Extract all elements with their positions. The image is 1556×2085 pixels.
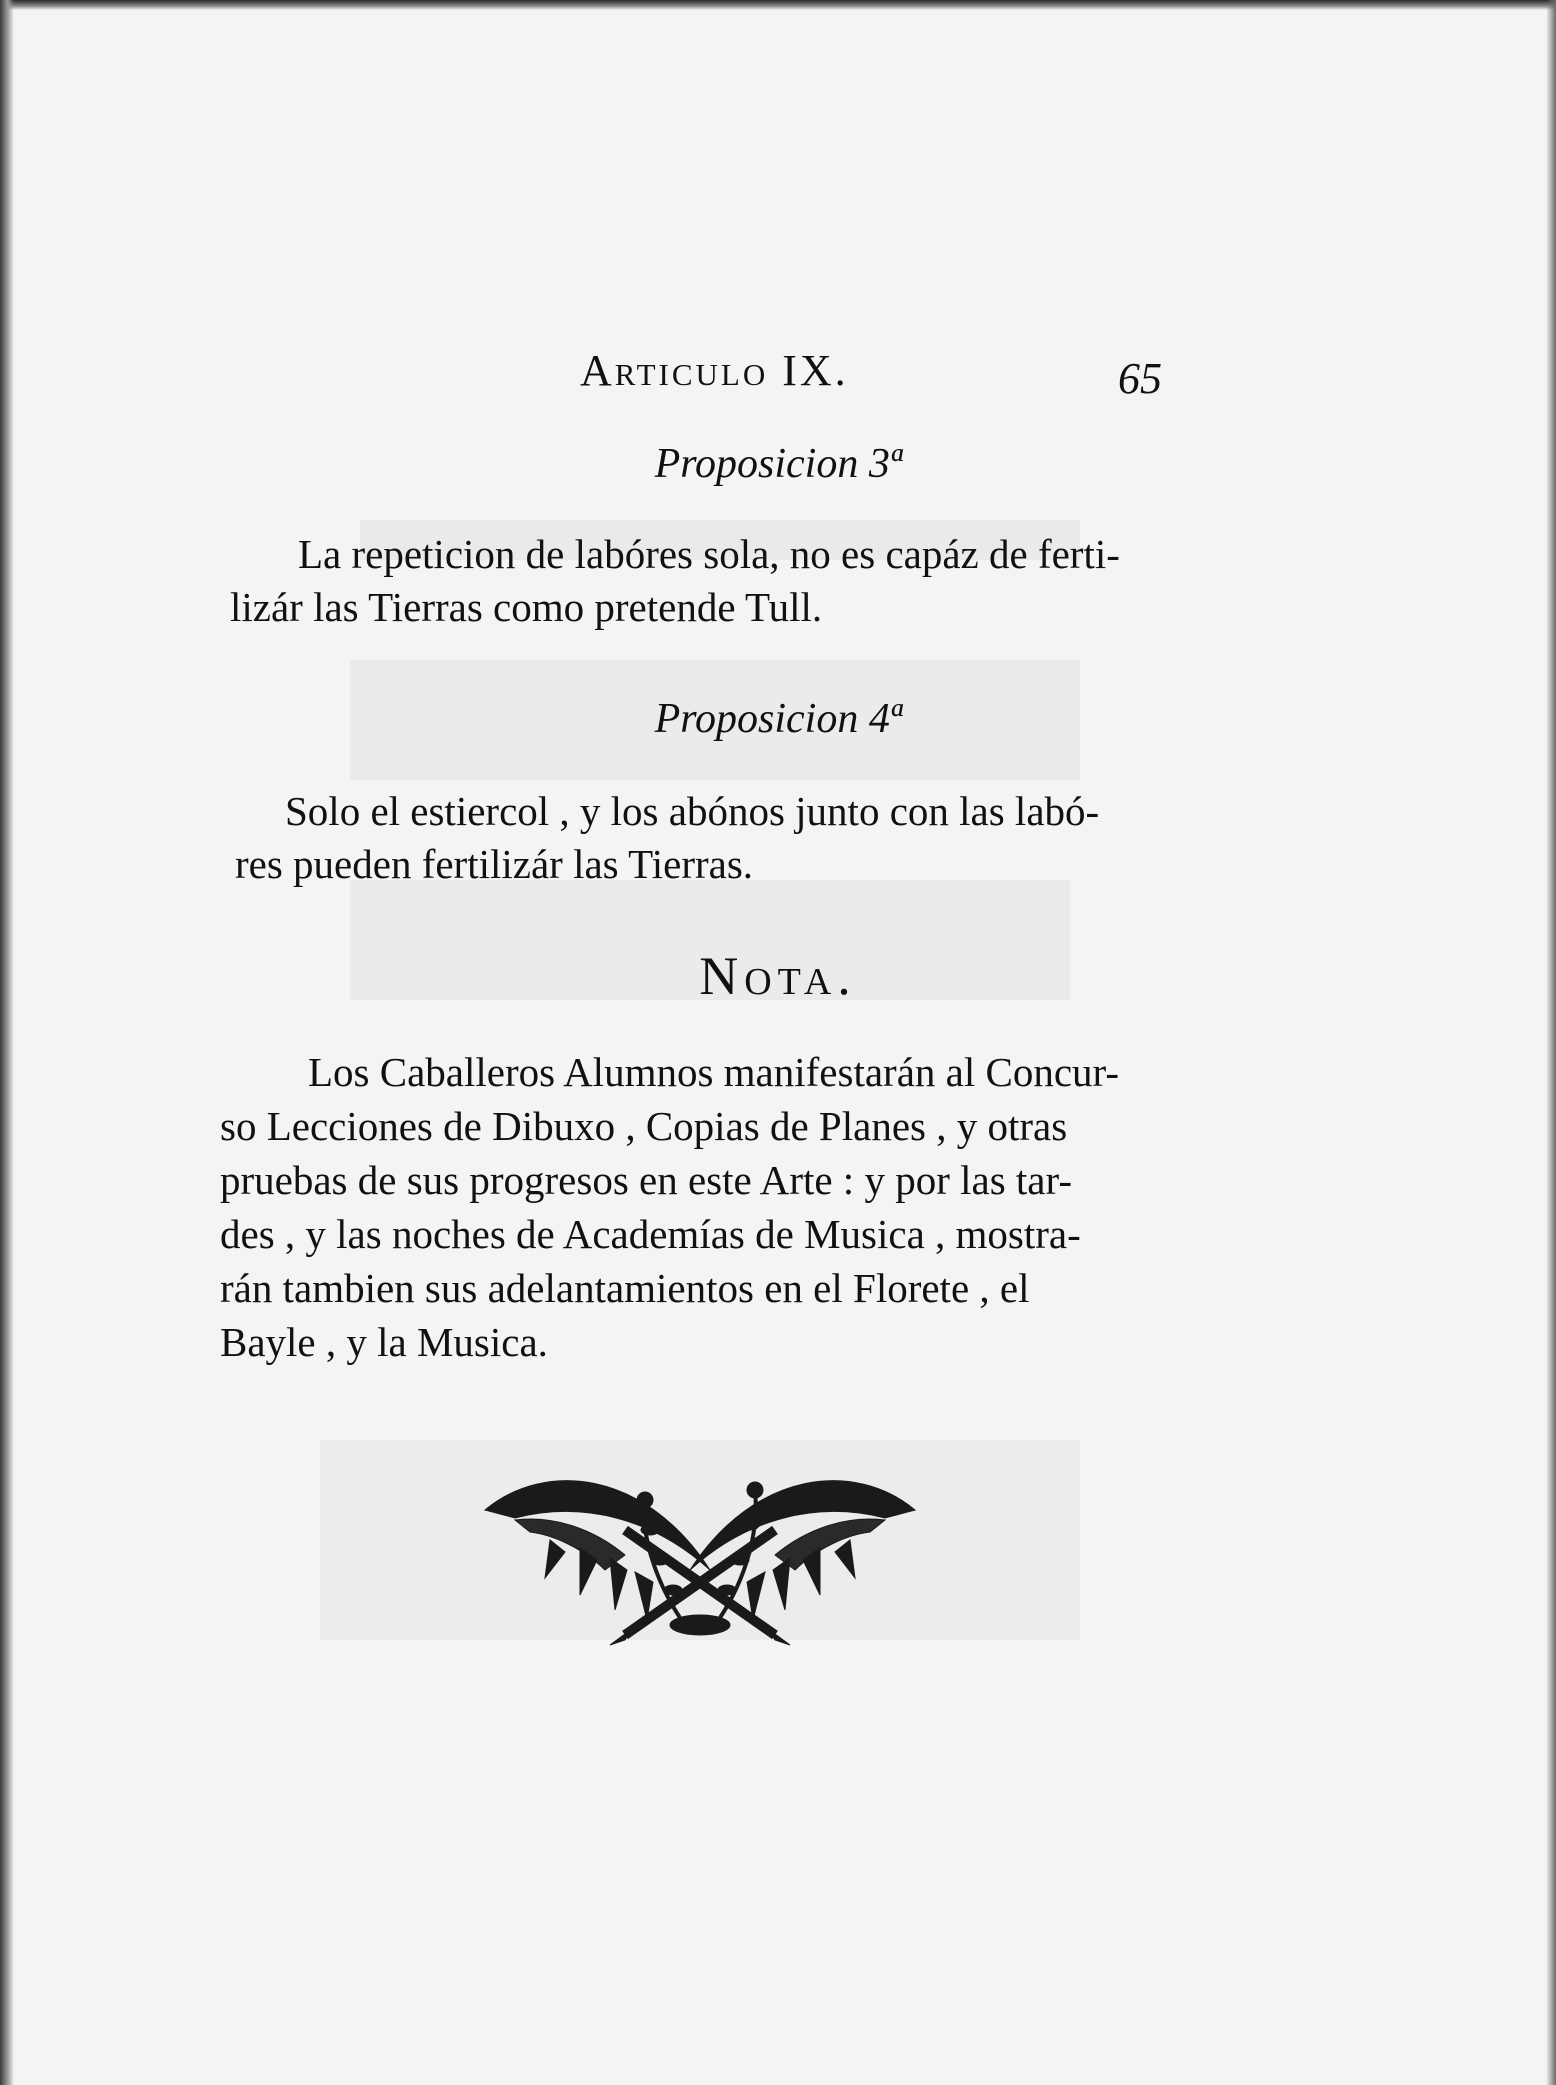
page-header bbox=[0, 345, 1556, 405]
text-line: lizár las Tierras como pretende Tull. bbox=[230, 584, 823, 630]
text-line: des , y las noches de Academías de Musica , mostra- bbox=[220, 1211, 1081, 1257]
crossed-palm-branches-ornament-icon bbox=[475, 1460, 925, 1650]
proposition-4-text bbox=[235, 785, 1205, 891]
page-edge-right bbox=[1546, 0, 1556, 2085]
running-head: Articulo IX. bbox=[580, 346, 849, 395]
text-line: Los Caballeros Alumnos manifestarán al Concur- bbox=[308, 1049, 1120, 1095]
text-line: pruebas de sus progresos en este Arte : y por las tar- bbox=[220, 1157, 1072, 1203]
note-text bbox=[220, 1045, 1190, 1369]
proposition-3-text bbox=[230, 528, 1205, 634]
proposition-4-heading: Proposicion 4ª bbox=[654, 696, 902, 742]
text-line: rán tambien sus adelantamientos en el Florete , el bbox=[220, 1265, 1030, 1311]
text-line: Bayle , y la Musica. bbox=[220, 1319, 548, 1365]
page-edge-top bbox=[0, 0, 1556, 10]
proposition-3-heading: Proposicion 3ª bbox=[654, 441, 902, 487]
text-line: so Lecciones de Dibuxo , Copias de Planes , y otras bbox=[220, 1103, 1068, 1149]
page-edge-left bbox=[0, 0, 14, 2085]
note-heading: Nota. bbox=[699, 946, 857, 1006]
text-line: La repeticion de labóres sola, no es capáz de ferti- bbox=[298, 531, 1120, 577]
text-line: Solo el estiercol , y los abónos junto con las labó- bbox=[285, 788, 1100, 834]
page-number: 65 bbox=[1118, 354, 1162, 403]
text-line: res pueden fertilizár las Tierras. bbox=[235, 841, 754, 887]
